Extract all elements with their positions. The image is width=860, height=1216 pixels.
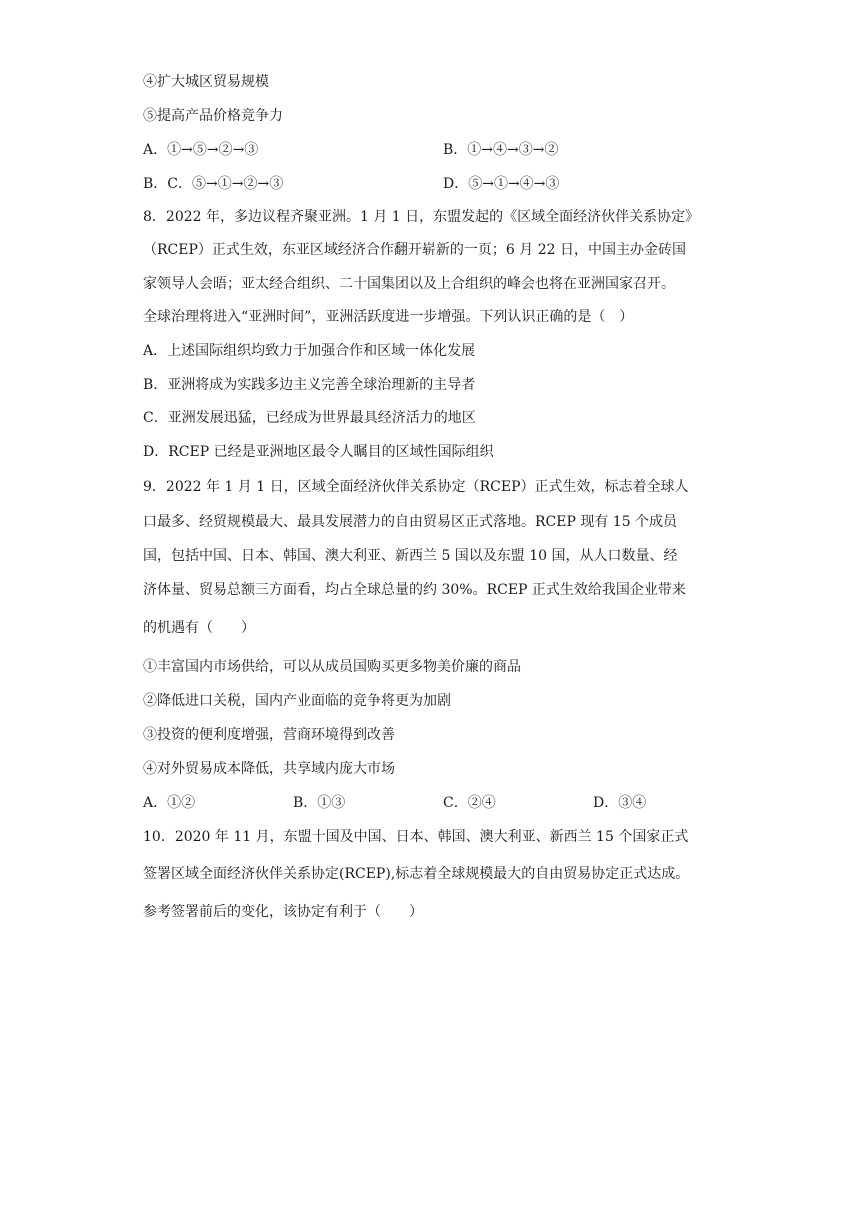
- q9-option-a: A．①②: [143, 795, 196, 811]
- q9-stem-line: 济体量、贸易总额三方面看，均占全球总量的约 30%。RCEP 正式生效给我国企业带来: [143, 582, 686, 598]
- q9-option-b: B．①③: [293, 795, 346, 811]
- q9-item-4: ④对外贸易成本降低，共享域内庞大市场: [143, 761, 395, 777]
- q7-option-c: B．C．⑤→①→②→③: [143, 176, 284, 192]
- q9-stem-line: 口最多、经贸规模最大、最具发展潜力的自由贸易区正式落地。RCEP 现有 15 个成员: [143, 514, 678, 530]
- q8-stem-line: 家领导人会晤；亚太经合组织、二十国集团以及上合组织的峰会也将在亚洲国家召开。: [143, 276, 675, 292]
- q8-option-b: B．亚洲将成为实践多边主义完善全球治理新的主导者: [143, 377, 476, 393]
- q7-option-b: B．①→④→③→②: [443, 142, 559, 158]
- q7-option-d: D．⑤→①→④→③: [443, 176, 560, 192]
- q9-stem-line: 国，包括中国、日本、韩国、澳大利亚、新西兰 5 国以及东盟 10 国，从人口数量、经: [143, 548, 678, 564]
- q7-option-a: A．①→⑤→②→③: [143, 142, 259, 158]
- q10-stem-line: 签署区域全面经济伙伴关系协定(RCEP),标志着全球规模最大的自由贸易协定正式达成。: [143, 866, 690, 882]
- q9-item-2: ②降低进口关税，国内产业面临的竞争将更为加剧: [143, 693, 451, 709]
- q7-item-4: ④扩大城区贸易规模: [143, 74, 269, 90]
- q8-option-d: D．RCEP 已经是亚洲地区最令人瞩目的区域性国际组织: [143, 444, 494, 460]
- q7-item-5: ⑤提高产品价格竞争力: [143, 108, 283, 124]
- q9-stem-line: 9．2022 年 1 月 1 日，区域全面经济伙伴关系协定（RCEP）正式生效，标志着全球人: [143, 479, 689, 495]
- q9-item-1: ①丰富国内市场供给，可以从成员国购买更多物美价廉的商品: [143, 659, 521, 675]
- q8-option-a: A．上述国际组织均致力于加强合作和区域一体化发展: [143, 343, 476, 359]
- q8-stem-line: （RCEP）正式生效，东亚区域经济合作翻开崭新的一页；6 月 22 日，中国主办金砖国: [143, 242, 686, 258]
- q9-item-3: ③投资的便利度增强，营商环境得到改善: [143, 727, 395, 743]
- q10-stem-line: 10．2020 年 11 月，东盟十国及中国、日本、韩国、澳大利亚、新西兰 15 个国家正式: [143, 829, 689, 845]
- q8-stem-line: 全球治理将进入“亚洲时间”，亚洲活跃度进一步增强。下列认识正确的是（ ）: [143, 309, 634, 325]
- q8-option-c: C．亚洲发展迅猛，已经成为世界最具经济活力的地区: [143, 410, 476, 426]
- q9-option-c: C．②④: [443, 795, 496, 811]
- q9-option-d: D．③④: [593, 795, 647, 811]
- q10-stem-line: 参考签署前后的变化，该协定有利于（ ）: [143, 904, 423, 920]
- q9-stem-line: 的机遇有（ ）: [143, 620, 255, 636]
- q8-stem-line: 8．2022 年，多边议程齐聚亚洲。1 月 1 日，东盟发起的《区域全面经济伙伴关系协定》: [143, 209, 700, 225]
